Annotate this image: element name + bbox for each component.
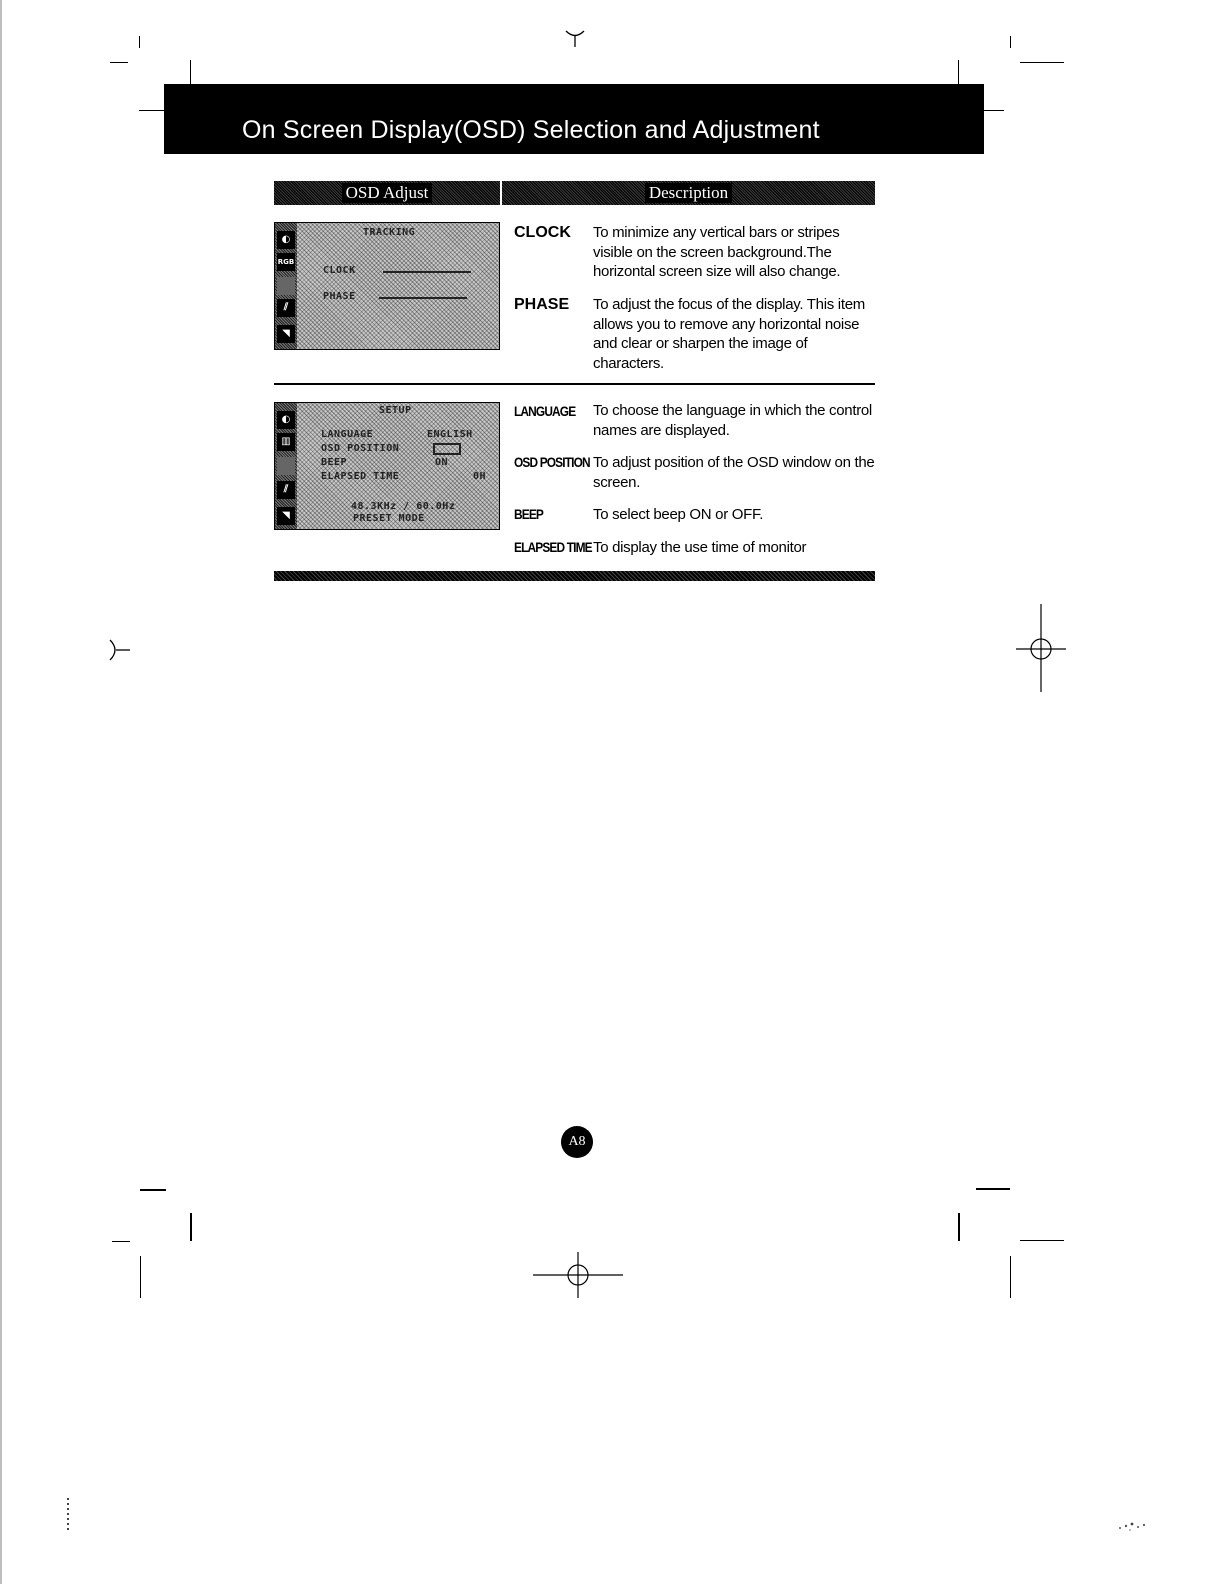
brightness-icon: ◐ (277, 411, 295, 429)
osd-position-box (433, 443, 461, 455)
osd-mode: PRESET MODE (353, 513, 425, 524)
header-osd-adjust (274, 181, 500, 205)
osd-row-value: ENGLISH (427, 429, 473, 440)
desc-phase: To adjust the focus of the display. This item allows you to remove any horizontal noise and clear or sharpen the image of characters. (593, 296, 865, 372)
desc-beep: To select beep ON or OFF. (593, 506, 764, 523)
section-divider (274, 383, 875, 385)
term-clock: CLOCK (514, 224, 571, 241)
osd-row-label: BEEP (321, 457, 348, 468)
scan-noise (1100, 1510, 1160, 1540)
tracking-icon: ⫽ (277, 299, 295, 317)
term-osd-position: OSD POSITION (514, 454, 590, 470)
blank-icon (277, 277, 295, 295)
registration-mark-top (563, 28, 587, 48)
rgb-icon: ▥ (277, 433, 295, 451)
osd-row-value: ON (435, 457, 449, 468)
osd-row-label: LANGUAGE (321, 429, 374, 440)
registration-mark-left (108, 638, 132, 662)
blank-icon (277, 457, 295, 475)
rgb-icon: RGB (277, 253, 295, 271)
setup-icon: ◥ (277, 507, 295, 525)
osd-title: TRACKING (363, 227, 416, 238)
osd-row-label: PHASE (323, 291, 356, 302)
header-description-label: Description (645, 183, 732, 203)
brightness-icon: ◐ (277, 231, 295, 249)
scan-edge (0, 0, 2, 1584)
tracking-osd-image (274, 222, 500, 350)
term-beep: BEEP (514, 506, 544, 522)
osd-row-label: OSD POSITION (321, 443, 400, 454)
scan-noise (60, 1490, 90, 1540)
osd-frequency: 48.3KHz / 60.0Hz (351, 501, 456, 512)
page-number-badge (561, 1126, 593, 1158)
title-banner (164, 84, 984, 154)
header-osd-adjust-label: OSD Adjust (342, 183, 433, 203)
term-elapsed-time: ELAPSED TIME (514, 539, 592, 555)
page-number: A8 (568, 1134, 586, 1149)
table-bottom-bar (274, 571, 875, 581)
phase-slider (379, 297, 467, 299)
osd-title: SETUP (379, 405, 412, 416)
desc-language: To choose the language in which the control names are displayed. (593, 402, 872, 439)
osd-row-label: ELAPSED TIME (321, 471, 400, 482)
clock-slider (383, 271, 471, 273)
term-language: LANGUAGE (514, 403, 576, 419)
registration-target-bottom (533, 1252, 623, 1298)
desc-clock: To minimize any vertical bars or stripes visible on the screen background.The horizontal screen size will also change. (593, 224, 841, 280)
setup-icon: ◥ (277, 325, 295, 343)
osd-row-value: 0H (473, 471, 487, 482)
setup-osd-image (274, 402, 500, 530)
term-phase: PHASE (514, 296, 570, 313)
tracking-icon: ⫽ (277, 481, 295, 499)
osd-row-label: CLOCK (323, 265, 356, 276)
page-title: On Screen Display(OSD) Selection and Adjustment (242, 116, 820, 144)
desc-osd-position: To adjust position of the OSD window on the screen. (593, 454, 875, 491)
desc-elapsed-time: To display the use time of monitor (593, 539, 807, 556)
registration-target-right (1016, 604, 1066, 692)
header-description (502, 181, 875, 205)
